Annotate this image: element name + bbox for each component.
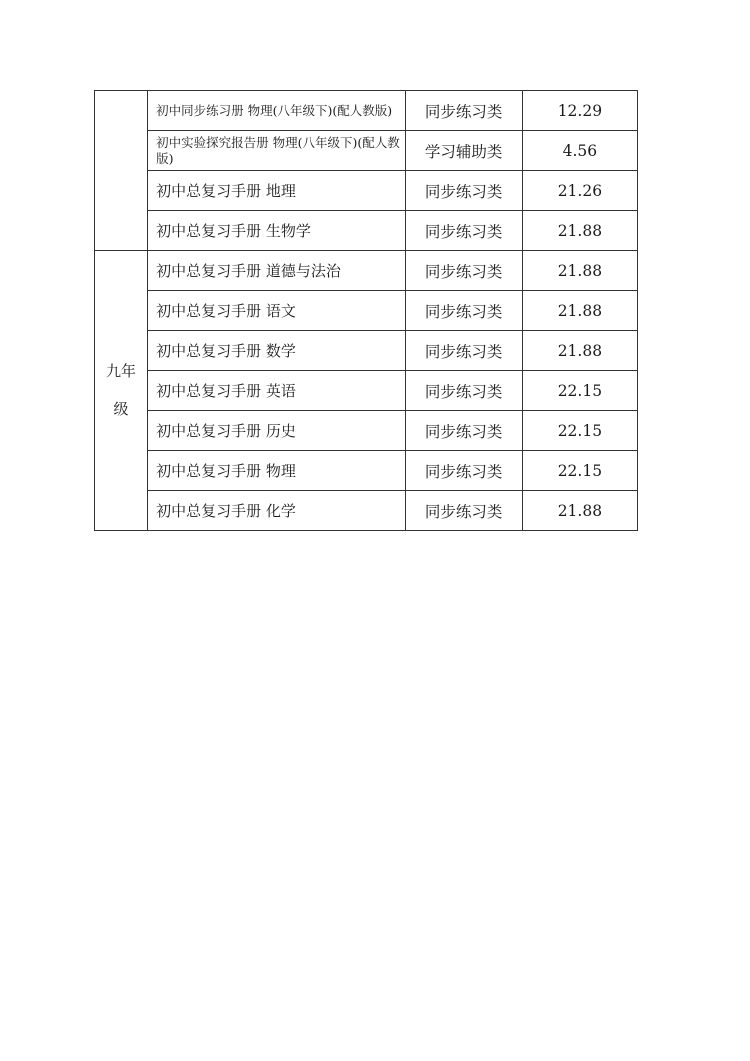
table-row (95, 411, 638, 451)
book-type: 同步练习类 (424, 102, 503, 121)
book-price-cell (522, 251, 637, 291)
book-type-cell (405, 131, 522, 171)
book-type-cell (405, 411, 522, 451)
book-price: 22.15 (557, 421, 603, 440)
book-price: 21.88 (557, 341, 603, 360)
book-price: 22.15 (557, 381, 603, 400)
book-type-cell (405, 91, 522, 131)
book-name-cell (148, 131, 405, 171)
table-row (95, 131, 638, 171)
table-row (95, 491, 638, 531)
book-price-cell (522, 331, 637, 371)
book-name-cell (148, 451, 405, 491)
book-price: 4.56 (562, 141, 598, 160)
book-type: 同步练习类 (424, 342, 503, 361)
book-price-cell (522, 131, 637, 171)
book-type-cell (405, 451, 522, 491)
book-name: 初中总复习手册 生物学 (156, 222, 311, 240)
book-price: 21.88 (557, 221, 603, 240)
book-name-cell (148, 491, 405, 531)
book-type: 同步练习类 (424, 302, 503, 321)
book-name-cell (148, 291, 405, 331)
book-price-cell (522, 211, 637, 251)
grade-cell (95, 91, 148, 251)
table-row (95, 291, 638, 331)
book-type-cell (405, 171, 522, 211)
book-price: 21.88 (557, 301, 603, 320)
book-name: 初中总复习手册 道德与法治 (156, 262, 341, 280)
book-price-cell (522, 491, 637, 531)
book-name: 初中总复习手册 物理 (156, 462, 296, 480)
book-name-cell (148, 331, 405, 371)
table-row (95, 211, 638, 251)
book-price: 21.26 (557, 181, 603, 200)
book-name: 初中总复习手册 语文 (156, 302, 296, 320)
book-type-cell (405, 291, 522, 331)
book-type: 同步练习类 (424, 382, 503, 401)
book-type: 同步练习类 (424, 262, 503, 281)
book-name-cell (148, 211, 405, 251)
book-type: 同步练习类 (424, 182, 503, 201)
book-price: 12.29 (557, 101, 603, 120)
book-price-cell (522, 371, 637, 411)
book-price-cell (522, 171, 637, 211)
book-name: 初中总复习手册 数学 (156, 342, 296, 360)
book-type: 同步练习类 (424, 222, 503, 241)
book-name: 初中总复习手册 历史 (156, 422, 296, 440)
book-name: 初中实验探究报告册 物理(八年级下)(配人教版) (156, 134, 400, 166)
book-price: 21.88 (557, 261, 603, 280)
book-price: 21.88 (557, 501, 603, 520)
book-price-cell (522, 451, 637, 491)
book-type: 学习辅助类 (424, 142, 503, 161)
table-body (95, 91, 638, 531)
table-row (95, 371, 638, 411)
book-type: 同步练习类 (424, 502, 503, 521)
book-name-cell (148, 171, 405, 211)
book-name: 初中总复习手册 化学 (156, 502, 296, 520)
book-type: 同步练习类 (424, 422, 503, 441)
book-name: 初中同步练习册 物理(八年级下)(配人教版) (156, 102, 393, 118)
table-row (95, 91, 638, 131)
book-type-cell (405, 371, 522, 411)
book-name-cell (148, 91, 405, 131)
table-row (95, 171, 638, 211)
table-row (95, 451, 638, 491)
book-name: 初中总复习手册 地理 (156, 182, 296, 200)
table-row (95, 331, 638, 371)
book-price-table (94, 90, 638, 531)
book-type: 同步练习类 (424, 462, 503, 481)
book-type-cell (405, 331, 522, 371)
book-price: 22.15 (557, 461, 603, 480)
book-name-cell (148, 411, 405, 451)
book-name-cell (148, 371, 405, 411)
book-name: 初中总复习手册 英语 (156, 382, 296, 400)
table-row (95, 251, 638, 291)
book-type-cell (405, 211, 522, 251)
book-name-cell (148, 251, 405, 291)
grade-cell (95, 251, 148, 531)
book-price-cell (522, 91, 637, 131)
book-type-cell (405, 251, 522, 291)
book-price-cell (522, 411, 637, 451)
book-price-cell (522, 291, 637, 331)
book-type-cell (405, 491, 522, 531)
grade-label: 九年级 (106, 362, 137, 418)
